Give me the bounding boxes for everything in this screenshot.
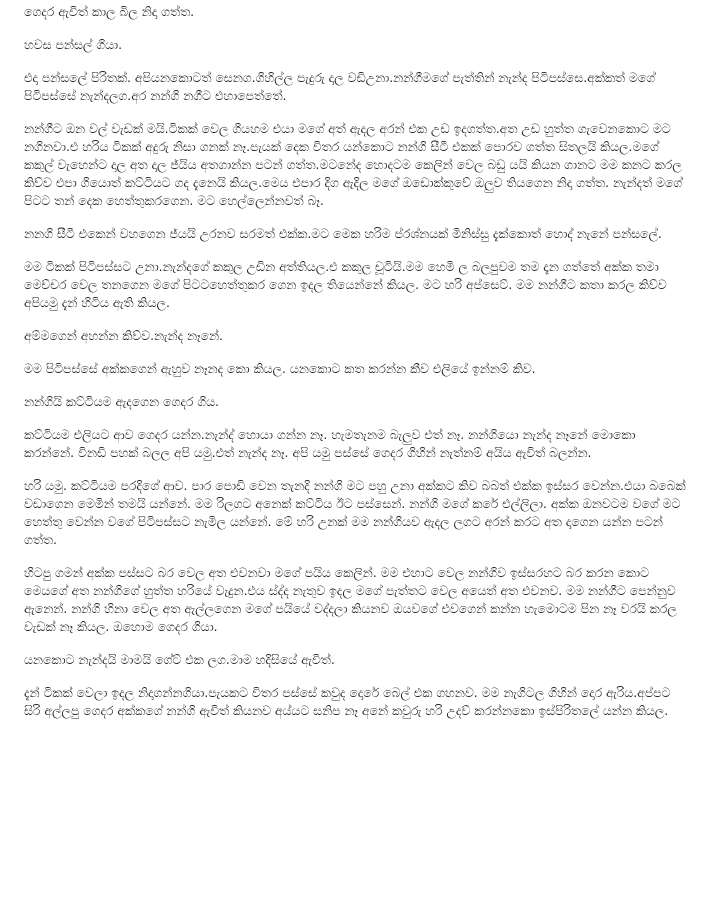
paragraph: නන්ගියි කට්ටියම ඇදගෙන ගෙදර ගිය. <box>24 394 219 409</box>
paragraph: ගෙදර ඇවිත් කාල බිල නිදා ගත්ත. <box>24 4 195 19</box>
paragraph: දැන් ටිකක් වෙලා ඉදල නිදාගන්නගියා.පැයකට විතර පස්සේ කවුද දොරේ බෙල් එක ගහනව. මම නැගිටල ගිහින් දොර ඇරිය.අප්පට සිරි අල්ලපු ගෙදර අක්කගේ නන්ගි ඇවිත් කියනව අය්යට සනිප නෑ අනේ කවුරු හරි උදව් කරන්නකො ඉස්පිරිතලේ යන්න කියල. <box>24 685 671 718</box>
paragraph: නනගි සීටී එකෙන් වහගෙන ජ්යයි උරනව සරමත් එක්ක.මට මෙක හරිම ප්රශ්නයක් මිනිස්සු දැක්කොත් හොද් නැනේ පන්සලේ. <box>24 226 662 241</box>
paragraph: හිටපු ගමන් අක්ක පස්සට බර වෙල අත එවනවා මගේ පයිය කෙලින්. මම එහාට වෙල නන්ගිව ඉස්සරහට බර කරන කොට මෙයගේ අත නන්ගිගේ හුත්ත හරියේ වැදුන.එය ස්ද්ද නැතුව ඉදල මගේ පැත්තට වෙල අයෙත් අත එවනව. මම නන්ගීට පෙන්නුව ඇනෙන්. නන්ගි හිනා වෙල අත ඇල්ලගෙන මගේ පයියේ වද්දලා කියනව ඔයවගේ එවගෙන් කන්න හැමොටම පින නෑ වරයි කරල වැඩක් නෑ කියල. ඔහොම ගෙදර ගියා. <box>24 565 677 634</box>
paragraph: මම පිටිපස්සේ අක්කගෙන් ඇහුව නෑනද කො කියල. යනකොට කත කරන්න කීව එලියේ ඉන්නම් කිව. <box>24 361 536 376</box>
paragraph: හවස පන්සල් ගියා. <box>24 37 123 52</box>
paragraph: කට්ටියම එලියට ආව ගෙදර යන්න.නැන්ද් හොයා ගන්න නෑ. හැමතැනම බැලුව එත් නෑ. නන්ගියො නැන්ද නෑනේ මොකො කරන්නේ. විනඩි පහක් බලල අපි යමු.එත් නැන්ද නෑ. අපි යමු පස්සේ ගෙදර ගිහින් නැත්නම් අයිය ඇවිත් බලන්න. <box>24 427 636 460</box>
paragraph: හරි යමු. කට්ටියම පරදිගේ ආව. පාර පොඩි වෙන තැනදි නන්ගි මට පහු උනා අක්කට කිව බබත් එක්ක ඉස්සර වෙන්න.එයා බබෙක් වඩාගෙන මෙමින් තමයි යන්නේ. මම රිලගට අනෙක් කට්ටිය ඊට පස්සෙන්. නන්ගි මගේ කරේ එල්ලිලා. අක්ක ඔනවටම වගේ මට හෙත්තු වෙන්න වගේ පිටිපස්සට නැමිල යන්නේ. මේ හරි උනක් මම නන්ගියව ඇදල ලගට අරන් කරට අත දාගෙන යන්න පටන් ගත්ත. <box>24 478 686 547</box>
paragraph: යනකොට නැන්දයි මාමයි ගේට් එක ලග.මාම හදිසියේ ඇවිත්. <box>24 652 335 667</box>
paragraph: මම ටිකක් පිටිපස්සට උනා.නැන්දගේ කකුල උඩින අත්තියල.එ කකුල චූටියි.මම හෙමි ල බලපුවම තම දෑන ගත්තේ අක්ක තමා මෙච්චර වෙල තනගෙන මගේ පිටටහෙත්තුකර ගෙන ඉදල තියෙන්නේ කියල. මට හරි අප්සෙට්. මම නන්ගීට කතා කරල කිව්ව අපියමු දැන් හිටිය ඇති කියල. <box>24 259 667 310</box>
paragraph: නන්ගීට ඔන වල් වැඩක් මයි.ටිකක් වෙල ගියහම එයා මගේ අත් ඇදල අරන් එක උඩ ඉදගත්ත.අත උඩ හුත්ත ගැවෙනකොට මට නගිනවා.එ හරිය ටිකක් අදුරු නිසා ගනක් නෑ.පැයක් දෙක විතර යන්කොට නන්ගි සීටී එකක් පොරව ගත්ත සිතලයි කියල.මගේ කකුල් වැහෙන්ට දාල අත දාල ජ්යිය අතගාන්න පටන් ගත්ත.මටනේද හොදටම කෙලින් වෙල බඩු යයි කියන ගානට මම කනට කරල කිව්ව එපා ගියොත් කට්ටියට ගද දැනෙයි කියල.මෙය එපාර දිග ඇදිල මගේ ඔඩොක්කුවේ ඔලුව තියගෙන නිදා ගත්ත. නැන්දත් මගේ පිටට තන් දෙක හෙත්තුකරගෙන. මට හෙල්ලෙන්නවත් බෑ. <box>24 121 683 208</box>
paragraph: අම්මගෙන් අහන්න කිව්ව.නැන්ද නෑනේ. <box>24 328 223 343</box>
paragraph: එදා පන්සලේ පිරිතක්. අපියනකොටත් සෙනග.ගිහිල්ල පැදුරු දාල වඩිඋනා.නන්ගීමගේ පැත්තින් නැන්ද පිටිපස්සෙ.අක්කත් මගේ පිටිපස්සේ නැන්දලග.අර නන්ගි නගීට එහාපෙත්තේ. <box>24 70 656 103</box>
